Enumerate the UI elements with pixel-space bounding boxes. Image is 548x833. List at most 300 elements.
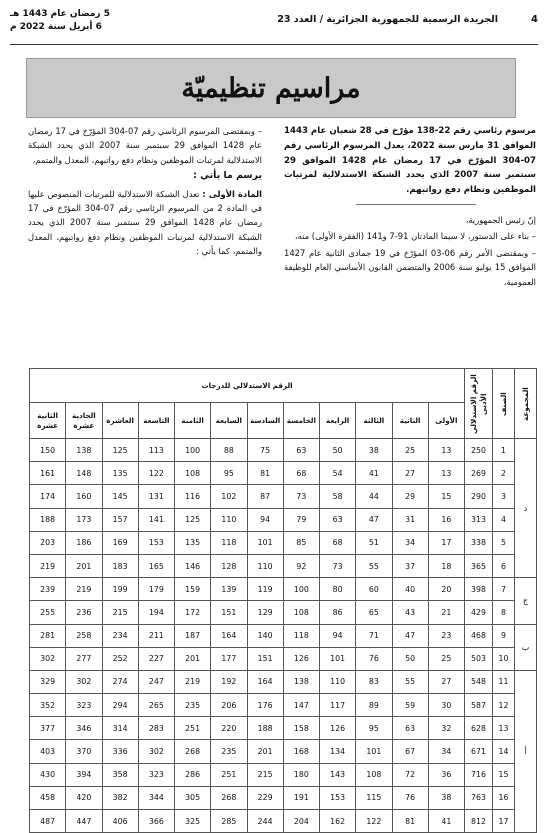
step-cell: 286 xyxy=(175,763,211,786)
step-cell: 79 xyxy=(283,508,319,531)
issue-date xyxy=(10,8,110,34)
step-cell: 118 xyxy=(211,531,247,554)
step-cell: 72 xyxy=(392,763,428,786)
min-index-cell: 313 xyxy=(465,508,493,531)
step-cell: 206 xyxy=(211,694,247,717)
step-cell: 95 xyxy=(356,717,392,740)
step-cell: 204 xyxy=(283,810,319,833)
step-cell: 59 xyxy=(392,694,428,717)
step-header: الثانية xyxy=(392,403,428,439)
table-row xyxy=(30,462,537,485)
step-cell: 329 xyxy=(30,670,66,693)
left-text-column xyxy=(28,124,262,261)
step-cell: 55 xyxy=(356,554,392,577)
step-cell: 140 xyxy=(247,624,283,647)
class-cell: 8 xyxy=(493,601,515,624)
step-cell: 117 xyxy=(320,694,356,717)
step-cell: 146 xyxy=(175,554,211,577)
step-cell: 31 xyxy=(392,508,428,531)
step-cell: 203 xyxy=(30,531,66,554)
min-index-cell: 548 xyxy=(465,670,493,693)
step-cell: 430 xyxy=(30,763,66,786)
step-cell: 134 xyxy=(320,740,356,763)
step-cell: 87 xyxy=(247,485,283,508)
step-cell: 323 xyxy=(66,694,102,717)
step-cell: 101 xyxy=(356,740,392,763)
header-min-index: الرقم الاستدلالي الأدنى xyxy=(465,369,493,439)
step-cell: 447 xyxy=(66,810,102,833)
table-row xyxy=(30,694,537,717)
min-index-cell: 763 xyxy=(465,786,493,809)
step-cell: 119 xyxy=(247,578,283,601)
step-cell: 94 xyxy=(247,508,283,531)
class-cell: 2 xyxy=(493,462,515,485)
step-cell: 239 xyxy=(30,578,66,601)
header-steps: الرقم الاستدلالي للدرجات xyxy=(30,369,465,403)
step-cell: 108 xyxy=(356,763,392,786)
step-cell: 51 xyxy=(356,531,392,554)
step-cell: 55 xyxy=(392,670,428,693)
step-cell: 80 xyxy=(320,578,356,601)
class-cell: 10 xyxy=(493,647,515,670)
step-cell: 179 xyxy=(138,578,174,601)
class-cell: 17 xyxy=(493,810,515,833)
step-cell: 40 xyxy=(392,578,428,601)
step-cell: 215 xyxy=(102,601,138,624)
step-cell: 44 xyxy=(356,485,392,508)
step-cell: 160 xyxy=(66,485,102,508)
step-cell: 145 xyxy=(102,485,138,508)
step-cell: 258 xyxy=(66,624,102,647)
step-cell: 125 xyxy=(102,439,138,462)
step-cell: 403 xyxy=(30,740,66,763)
step-cell: 15 xyxy=(428,485,464,508)
step-cell: 394 xyxy=(66,763,102,786)
table-row xyxy=(30,508,537,531)
table-row xyxy=(30,554,537,577)
step-cell: 100 xyxy=(175,439,211,462)
step-header: الخامسة xyxy=(283,403,319,439)
step-cell: 128 xyxy=(211,554,247,577)
min-index-cell: 468 xyxy=(465,624,493,647)
step-cell: 83 xyxy=(356,670,392,693)
step-cell: 76 xyxy=(356,647,392,670)
decrees-heading: يرسم ما يأتي : xyxy=(193,170,262,182)
step-cell: 176 xyxy=(247,694,283,717)
step-cell: 370 xyxy=(66,740,102,763)
group-cell: ب xyxy=(515,624,537,670)
step-cell: 47 xyxy=(392,624,428,647)
step-cell: 151 xyxy=(211,601,247,624)
step-cell: 153 xyxy=(320,786,356,809)
group-cell: ج xyxy=(515,578,537,624)
decree-title: مرسوم رئاسي رقم 22-138 مؤرّخ في 28 شعبان عام 1443 الموافق 31 مارس سنة 2022، يعدل المرسوم الرئاسي رقم 07-304 المؤرّخ في 17 رمضان عام 1428 الموافق 29 سبتمبر سنة 2007 الذي يحدد الشبكة الاستدلالية لمرتبات الموظفين ونظام دفع رواتبهم. xyxy=(284,126,537,196)
step-cell: 201 xyxy=(66,554,102,577)
salary-index-table xyxy=(29,368,537,833)
step-cell: 20 xyxy=(428,578,464,601)
step-cell: 377 xyxy=(30,717,66,740)
step-cell: 95 xyxy=(211,462,247,485)
salary-table-body xyxy=(30,439,537,833)
min-index-cell: 398 xyxy=(465,578,493,601)
step-cell: 60 xyxy=(356,578,392,601)
step-cell: 235 xyxy=(211,740,247,763)
step-cell: 126 xyxy=(320,717,356,740)
step-cell: 302 xyxy=(66,670,102,693)
table-row xyxy=(30,578,537,601)
step-cell: 17 xyxy=(428,531,464,554)
step-cell: 138 xyxy=(283,670,319,693)
step-cell: 76 xyxy=(392,786,428,809)
step-cell: 219 xyxy=(30,554,66,577)
step-cell: 227 xyxy=(138,647,174,670)
step-cell: 294 xyxy=(102,694,138,717)
min-index-cell: 716 xyxy=(465,763,493,786)
table-row xyxy=(30,624,537,647)
step-cell: 177 xyxy=(211,647,247,670)
gregorian-date: 6 أبريل سنة 2022 م xyxy=(10,22,102,32)
class-cell: 14 xyxy=(493,740,515,763)
step-cell: 194 xyxy=(138,601,174,624)
step-cell: 151 xyxy=(247,647,283,670)
step-cell: 211 xyxy=(138,624,174,647)
step-cell: 27 xyxy=(428,670,464,693)
step-cell: 168 xyxy=(283,740,319,763)
article-one xyxy=(28,187,262,259)
step-cell: 81 xyxy=(392,810,428,833)
table-row xyxy=(30,485,537,508)
step-cell: 86 xyxy=(320,601,356,624)
step-cell: 110 xyxy=(247,554,283,577)
preamble-constitution: – بناء على الدستور، لا سيما المادتان 91-7 و141 (الفقرة الأولى) منه، xyxy=(294,231,536,242)
step-cell: 113 xyxy=(138,439,174,462)
step-cell: 165 xyxy=(138,554,174,577)
step-header: التاسعة xyxy=(138,403,174,439)
salary-grid-wrapper xyxy=(29,368,537,833)
table-row xyxy=(30,601,537,624)
step-cell: 102 xyxy=(211,485,247,508)
step-cell: 85 xyxy=(283,531,319,554)
table-row xyxy=(30,810,537,833)
step-cell: 148 xyxy=(66,462,102,485)
min-index-cell: 290 xyxy=(465,485,493,508)
table-row xyxy=(30,763,537,786)
step-cell: 126 xyxy=(283,647,319,670)
preamble-decree-07-304: – وبمقتضى المرسوم الرئاسي رقم 07-304 المؤرّخ في 17 رمضان عام 1428 الموافق 29 سبتمبر سنة 2007 الذي يحدد الشبكة الاستدلالية لمرتبات الموظفين ونظام دفع رواتبهم، المعدل والمتمم، xyxy=(28,126,262,165)
min-index-cell: 812 xyxy=(465,810,493,833)
step-cell: 158 xyxy=(283,717,319,740)
step-cell: 23 xyxy=(428,624,464,647)
class-cell: 12 xyxy=(493,694,515,717)
page-number: 4 xyxy=(531,14,538,25)
step-cell: 366 xyxy=(138,810,174,833)
step-cell: 108 xyxy=(283,601,319,624)
class-cell: 4 xyxy=(493,508,515,531)
step-cell: 265 xyxy=(138,694,174,717)
step-cell: 285 xyxy=(211,810,247,833)
step-header: الحادية عشرة xyxy=(66,403,102,439)
min-index-cell: 250 xyxy=(465,439,493,462)
step-cell: 180 xyxy=(283,763,319,786)
class-cell: 13 xyxy=(493,717,515,740)
class-cell: 11 xyxy=(493,670,515,693)
step-cell: 219 xyxy=(66,578,102,601)
step-cell: 252 xyxy=(102,647,138,670)
step-cell: 150 xyxy=(30,439,66,462)
header-divider xyxy=(10,44,538,45)
step-cell: 153 xyxy=(138,531,174,554)
group-cell: د xyxy=(515,439,537,578)
table-row xyxy=(30,439,537,462)
step-cell: 43 xyxy=(392,601,428,624)
step-cell: 13 xyxy=(428,462,464,485)
step-cell: 50 xyxy=(320,439,356,462)
class-cell: 16 xyxy=(493,786,515,809)
step-cell: 323 xyxy=(138,763,174,786)
step-cell: 236 xyxy=(66,601,102,624)
step-cell: 302 xyxy=(30,647,66,670)
step-cell: 187 xyxy=(175,624,211,647)
step-cell: 63 xyxy=(392,717,428,740)
step-cell: 172 xyxy=(175,601,211,624)
page-header xyxy=(10,8,538,42)
title-separator xyxy=(356,204,476,205)
step-cell: 135 xyxy=(102,462,138,485)
step-cell: 41 xyxy=(428,810,464,833)
step-cell: 81 xyxy=(247,462,283,485)
table-row xyxy=(30,531,537,554)
step-cell: 458 xyxy=(30,786,66,809)
step-cell: 135 xyxy=(175,531,211,554)
step-cell: 18 xyxy=(428,554,464,577)
step-cell: 47 xyxy=(356,508,392,531)
step-cell: 141 xyxy=(138,508,174,531)
step-cell: 199 xyxy=(102,578,138,601)
step-cell: 247 xyxy=(138,670,174,693)
step-cell: 25 xyxy=(428,647,464,670)
step-cell: 65 xyxy=(356,601,392,624)
step-cell: 16 xyxy=(428,508,464,531)
step-cell: 268 xyxy=(211,786,247,809)
step-cell: 68 xyxy=(320,531,356,554)
step-cell: 27 xyxy=(392,462,428,485)
step-cell: 274 xyxy=(102,670,138,693)
step-cell: 344 xyxy=(138,786,174,809)
step-cell: 73 xyxy=(320,554,356,577)
step-cell: 281 xyxy=(30,624,66,647)
step-cell: 173 xyxy=(66,508,102,531)
step-cell: 352 xyxy=(30,694,66,717)
step-cell: 325 xyxy=(175,810,211,833)
step-cell: 131 xyxy=(138,485,174,508)
step-cell: 336 xyxy=(102,740,138,763)
section-banner xyxy=(26,58,516,118)
step-cell: 169 xyxy=(102,531,138,554)
article-one-label: المادة الأولى : xyxy=(202,188,262,199)
step-cell: 219 xyxy=(175,670,211,693)
step-cell: 235 xyxy=(175,694,211,717)
min-index-cell: 429 xyxy=(465,601,493,624)
step-cell: 192 xyxy=(211,670,247,693)
step-cell: 147 xyxy=(283,694,319,717)
preamble-president: إنّ رئيس الجمهورية، xyxy=(465,214,536,225)
step-cell: 58 xyxy=(320,485,356,508)
step-cell: 143 xyxy=(320,763,356,786)
step-cell: 201 xyxy=(175,647,211,670)
class-cell: 9 xyxy=(493,624,515,647)
step-header: الثانية عشرة xyxy=(30,403,66,439)
group-cell: أ xyxy=(515,670,537,832)
journal-title: الجريدة الرسمية للجمهورية الجزائرية / العدد 23 xyxy=(277,14,498,25)
step-cell: 32 xyxy=(428,717,464,740)
table-row xyxy=(30,647,537,670)
step-header: الثالثة xyxy=(356,403,392,439)
step-cell: 162 xyxy=(320,810,356,833)
article-one-text: تعدل الشبكة الاستدلالية للمرتبات المنصوص عليها في المادة 2 من المرسوم الرئاسي رقم 07-304 المؤرّخ في 17 رمضان عام 1428 الموافق 29 سبتمبر سنة 2007 الذي يحدد الشبكة الاستدلالية لمرتبات الموظفين ونظام دفع رواتبهم، المعدل والمتمم، كما يأتي : xyxy=(28,188,263,257)
step-cell: 89 xyxy=(356,694,392,717)
step-cell: 255 xyxy=(30,601,66,624)
step-cell: 110 xyxy=(211,508,247,531)
step-cell: 68 xyxy=(283,462,319,485)
min-index-cell: 269 xyxy=(465,462,493,485)
step-cell: 116 xyxy=(175,485,211,508)
step-cell: 25 xyxy=(392,439,428,462)
header-group: المجموعة xyxy=(515,369,537,439)
step-cell: 268 xyxy=(175,740,211,763)
class-cell: 7 xyxy=(493,578,515,601)
step-cell: 101 xyxy=(247,531,283,554)
table-row xyxy=(30,786,537,809)
step-cell: 161 xyxy=(30,462,66,485)
step-cell: 358 xyxy=(102,763,138,786)
step-cell: 118 xyxy=(283,624,319,647)
step-cell: 36 xyxy=(428,763,464,786)
table-row xyxy=(30,670,537,693)
step-cell: 251 xyxy=(211,763,247,786)
step-cell: 244 xyxy=(247,810,283,833)
step-cell: 234 xyxy=(102,624,138,647)
step-cell: 188 xyxy=(30,508,66,531)
step-cell: 71 xyxy=(356,624,392,647)
step-cell: 201 xyxy=(247,740,283,763)
step-cell: 50 xyxy=(392,647,428,670)
preamble-ordinance: – وبمقتضى الأمر رقم 06-03 المؤرّخ في 19 جمادى الثانية عام 1427 الموافق 15 يوليو سنة 2006 والمتضمن القانون الأساسي العام للوظيفة العمومية، xyxy=(284,247,536,287)
step-cell: 38 xyxy=(356,439,392,462)
step-cell: 125 xyxy=(175,508,211,531)
step-cell: 34 xyxy=(392,531,428,554)
step-header: السادسة xyxy=(247,403,283,439)
step-cell: 88 xyxy=(211,439,247,462)
step-cell: 283 xyxy=(138,717,174,740)
step-cell: 73 xyxy=(283,485,319,508)
step-cell: 174 xyxy=(30,485,66,508)
step-cell: 63 xyxy=(320,508,356,531)
step-cell: 94 xyxy=(320,624,356,647)
right-text-column xyxy=(284,124,536,291)
step-cell: 67 xyxy=(392,740,428,763)
class-cell: 3 xyxy=(493,485,515,508)
step-cell: 21 xyxy=(428,601,464,624)
step-header: الثامنة xyxy=(175,403,211,439)
min-index-cell: 503 xyxy=(465,647,493,670)
step-cell: 110 xyxy=(320,670,356,693)
step-header: الرابعة xyxy=(320,403,356,439)
min-index-cell: 365 xyxy=(465,554,493,577)
step-cell: 13 xyxy=(428,439,464,462)
class-cell: 5 xyxy=(493,531,515,554)
step-cell: 164 xyxy=(247,670,283,693)
step-header: السابعة xyxy=(211,403,247,439)
step-cell: 41 xyxy=(356,462,392,485)
step-cell: 220 xyxy=(211,717,247,740)
step-cell: 229 xyxy=(247,786,283,809)
step-cell: 215 xyxy=(247,763,283,786)
step-cell: 302 xyxy=(138,740,174,763)
step-cell: 38 xyxy=(428,786,464,809)
step-cell: 305 xyxy=(175,786,211,809)
table-row xyxy=(30,740,537,763)
step-cell: 164 xyxy=(211,624,247,647)
section-title: مراسيم تنظيميّة xyxy=(181,72,361,104)
step-cell: 34 xyxy=(428,740,464,763)
step-cell: 101 xyxy=(320,647,356,670)
step-cell: 54 xyxy=(320,462,356,485)
step-cell: 100 xyxy=(283,578,319,601)
step-cell: 188 xyxy=(247,717,283,740)
step-header: الأولى xyxy=(428,403,464,439)
step-cell: 108 xyxy=(175,462,211,485)
step-cell: 183 xyxy=(102,554,138,577)
step-cell: 115 xyxy=(356,786,392,809)
min-index-cell: 587 xyxy=(465,694,493,717)
class-cell: 6 xyxy=(493,554,515,577)
step-cell: 122 xyxy=(356,810,392,833)
step-cell: 75 xyxy=(247,439,283,462)
step-cell: 129 xyxy=(247,601,283,624)
step-cell: 277 xyxy=(66,647,102,670)
step-cell: 139 xyxy=(211,578,247,601)
step-cell: 420 xyxy=(66,786,102,809)
step-cell: 251 xyxy=(175,717,211,740)
min-index-cell: 671 xyxy=(465,740,493,763)
hijri-date: 5 رمضان عام 1443 هـ xyxy=(10,9,110,19)
step-cell: 159 xyxy=(175,578,211,601)
step-cell: 37 xyxy=(392,554,428,577)
table-row xyxy=(30,717,537,740)
step-cell: 138 xyxy=(66,439,102,462)
step-cell: 63 xyxy=(283,439,319,462)
class-cell: 15 xyxy=(493,763,515,786)
header-class: الصنف xyxy=(493,369,515,439)
step-header-row xyxy=(30,403,537,439)
step-header: العاشرة xyxy=(102,403,138,439)
step-cell: 406 xyxy=(102,810,138,833)
step-cell: 487 xyxy=(30,810,66,833)
step-cell: 314 xyxy=(102,717,138,740)
class-cell: 1 xyxy=(493,439,515,462)
step-cell: 92 xyxy=(283,554,319,577)
step-cell: 122 xyxy=(138,462,174,485)
step-cell: 157 xyxy=(102,508,138,531)
step-cell: 191 xyxy=(283,786,319,809)
step-cell: 29 xyxy=(392,485,428,508)
min-index-cell: 628 xyxy=(465,717,493,740)
step-cell: 346 xyxy=(66,717,102,740)
step-cell: 382 xyxy=(102,786,138,809)
step-cell: 186 xyxy=(66,531,102,554)
min-index-cell: 338 xyxy=(465,531,493,554)
step-cell: 30 xyxy=(428,694,464,717)
